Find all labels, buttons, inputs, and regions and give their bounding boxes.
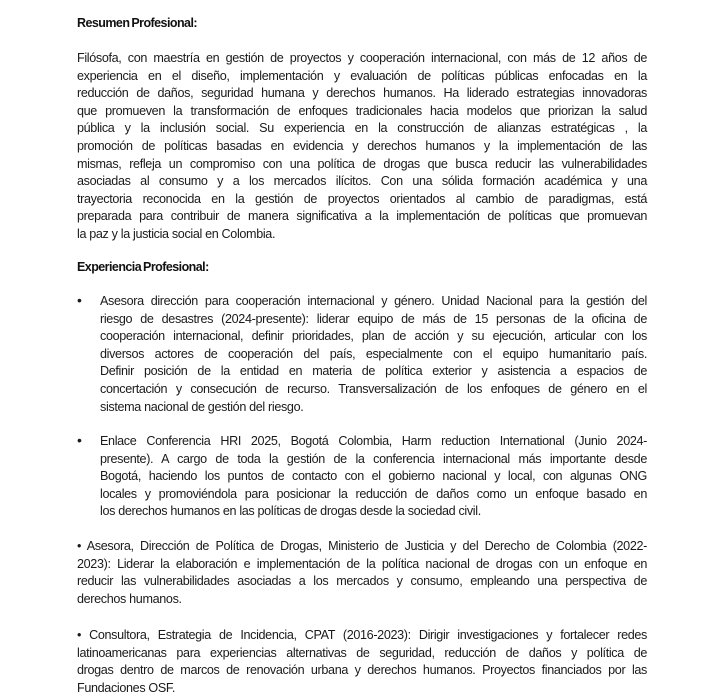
experience-line: diversos actores de cooperación del país, especialmente con el equipo humanitario país. bbox=[100, 346, 647, 361]
summary-paragraph bbox=[77, 50, 647, 244]
experience-heading: Experiencia Profesional: bbox=[77, 260, 209, 274]
bullet-icon: • bbox=[77, 292, 82, 308]
experience-line: Definir posición de la entidad en materia de política exterior y asistencia a espacios de bbox=[100, 364, 647, 379]
experience-line: 2023): Liderar la elaboración e implementación de la política nacional de drogas con un enfoque en bbox=[77, 556, 647, 571]
experience-item bbox=[77, 538, 647, 608]
summary-line: reducción de daños, seguridad humana y derechos humanos. Ha liderado estrategias innovadoras bbox=[77, 86, 647, 101]
experience-item bbox=[100, 293, 647, 416]
experience-line: los derechos humanos en las políticas de drogas desde la sociedad civil. bbox=[100, 504, 481, 519]
experience-line: Bogotá, haciendo los puntos de contacto con el gobierno nacional y local, con algunas ONG bbox=[100, 469, 647, 484]
experience-line: • Asesora, Dirección de Política de Drogas, Ministerio de Justicia y del Derecho de Colombia (2022- bbox=[77, 539, 647, 553]
experience-line: sistema nacional de gestión del riesgo. bbox=[100, 399, 304, 414]
experience-line: riesgo de desastres (2024-presente): liderar equipo de más de 15 personas de la oficina de bbox=[100, 311, 647, 326]
summary-line: trayectoria reconocida en la gestión de proyectos orientados al cambio de paradigmas, está bbox=[77, 191, 647, 206]
summary-line: la paz y la justicia social en Colombia. bbox=[77, 226, 276, 241]
experience-line: concertación y consecución de recurso. Transversalización de los enfoques de género en el bbox=[100, 381, 647, 396]
experience-item bbox=[77, 627, 647, 697]
summary-line: promoción de políticas basadas en evidencia y derechos humanos y la implementación de las bbox=[77, 138, 647, 153]
experience-line: • Consultora, Estrategia de Incidencia, CPAT (2016-2023): Dirigir investigaciones y fortalecer redes bbox=[77, 628, 647, 642]
experience-line: reducir las vulnerabilidades asociadas a los mercados y consumo, empleando una perspectiva de bbox=[77, 574, 647, 589]
summary-line: Filósofa, con maestría en gestión de proyectos y cooperación internacional, con más de 12 años de bbox=[77, 51, 647, 65]
bullet-icon: • bbox=[77, 432, 82, 448]
experience-line: cooperación internacional, definir prioridades, plan de acción y su ejecución, articular con los bbox=[100, 329, 647, 344]
experience-line: Enlace Conferencia HRI 2025, Bogotá Colombia, Harm reduction International (Junio 2024- bbox=[100, 434, 647, 448]
experience-line: locales y promoviéndola para posicionar la reducción de daños como un enfoque basado en bbox=[100, 486, 647, 501]
experience-line: Asesora dirección para cooperación internacional y género. Unidad Nacional para la gestión del bbox=[100, 294, 647, 308]
experience-line: derechos humanos. bbox=[77, 591, 182, 606]
summary-line: mismas, refleja un compromiso con una política de drogas que busca reducir las vulnerabilidades bbox=[77, 156, 647, 171]
experience-line: Fundaciones OSF. bbox=[77, 680, 176, 695]
summary-line: preparada para contribuir de manera significativa a la implementación de políticas que promuevan bbox=[77, 209, 647, 224]
experience-line: latinoamericanas para experiencias alternativas de seguridad, reducción de daños y política de bbox=[77, 645, 647, 660]
summary-line: experiencia en el diseño, implementación y evaluación de políticas públicas enfocadas en la bbox=[77, 68, 647, 83]
summary-line: asociadas al consumo y a los mercados ilícitos. Con una sólida formación académica y una bbox=[77, 174, 647, 189]
summary-heading: Resumen Profesional: bbox=[77, 16, 197, 30]
summary-line: que promueven la transformación de enfoques tradicionales hacia modelos que priorizan la salud bbox=[77, 103, 647, 118]
experience-line: drogas dentro de marcos de renovación urbana y derechos humanos. Proyectos financiados por las bbox=[77, 663, 647, 678]
experience-item bbox=[100, 433, 647, 521]
experience-line: presente). A cargo de toda la gestión de la conferencia internacional más importante desde bbox=[100, 451, 647, 466]
summary-line: pública y la inclusión social. Su experiencia en la construcción de alianzas estratégicas , la bbox=[77, 121, 647, 136]
